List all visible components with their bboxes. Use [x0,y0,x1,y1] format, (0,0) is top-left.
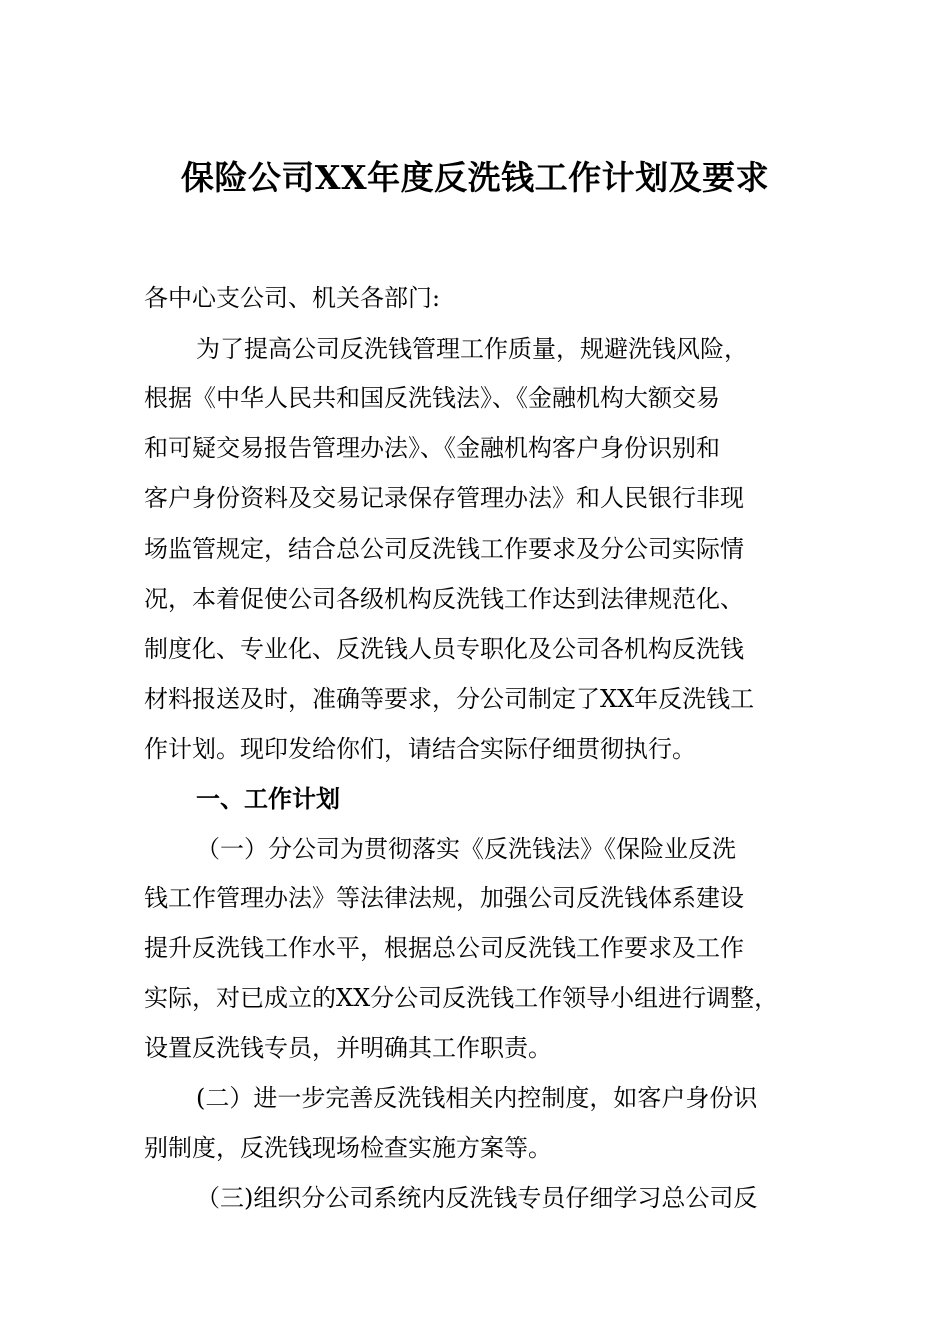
item2-line-2: 别制度，反洗钱现场检查实施方案等。 [144,1134,552,1162]
document-title: 保险公司XX年度反洗钱工作计划及要求 [180,158,770,197]
intro-line-2: 根据《中华人民共和国反洗钱法》、《金融机构大额交易 [144,384,720,412]
item1-line-1: （一）分公司为贯彻落实《反洗钱法》《保险业反洗 [196,835,736,863]
intro-line-3: 和可疑交易报告管理办法》、《金融机构客户身份识别和 [144,434,720,462]
section-heading: 一、工作计划 [196,784,340,813]
intro-line-1: 为了提高公司反洗钱管理工作质量，规避洗钱风险， [196,335,748,363]
item1-line-5: 设置反洗钱专员，并明确其工作职责。 [144,1034,552,1062]
item3-line-1: （三)组织分公司系统内反洗钱专员仔细学习总公司反 [196,1184,758,1212]
item1-line-4: 实际，对已成立的XX分公司反洗钱工作领导小组进行调整， [144,984,779,1012]
item1-line-2: 钱工作管理办法》等法律法规，加强公司反洗钱体系建设 [144,884,744,912]
salutation: 各中心支公司、机关各部门: [144,284,441,312]
intro-line-6: 况，本着促使公司各级机构反洗钱工作达到法律规范化、 [144,585,744,613]
intro-line-7: 制度化、专业化、反洗钱人员专职化及公司各机构反洗钱 [144,635,744,663]
item1-line-3: 提升反洗钱工作水平，根据总公司反洗钱工作要求及工作 [144,934,744,962]
intro-line-5: 场监管规定，结合总公司反洗钱工作要求及分公司实际情 [144,535,744,563]
intro-line-4: 客户身份资料及交易记录保存管理办法》和人民银行非现 [144,484,744,512]
item2-line-1: (二）进一步完善反洗钱相关内控制度，如客户身份识 [196,1084,758,1112]
intro-line-9: 作计划。现印发给你们，请结合实际仔细贯彻执行。 [144,735,696,763]
intro-line-8: 材料报送及时，准确等要求，分公司制定了XX年反洗钱工 [144,685,755,713]
